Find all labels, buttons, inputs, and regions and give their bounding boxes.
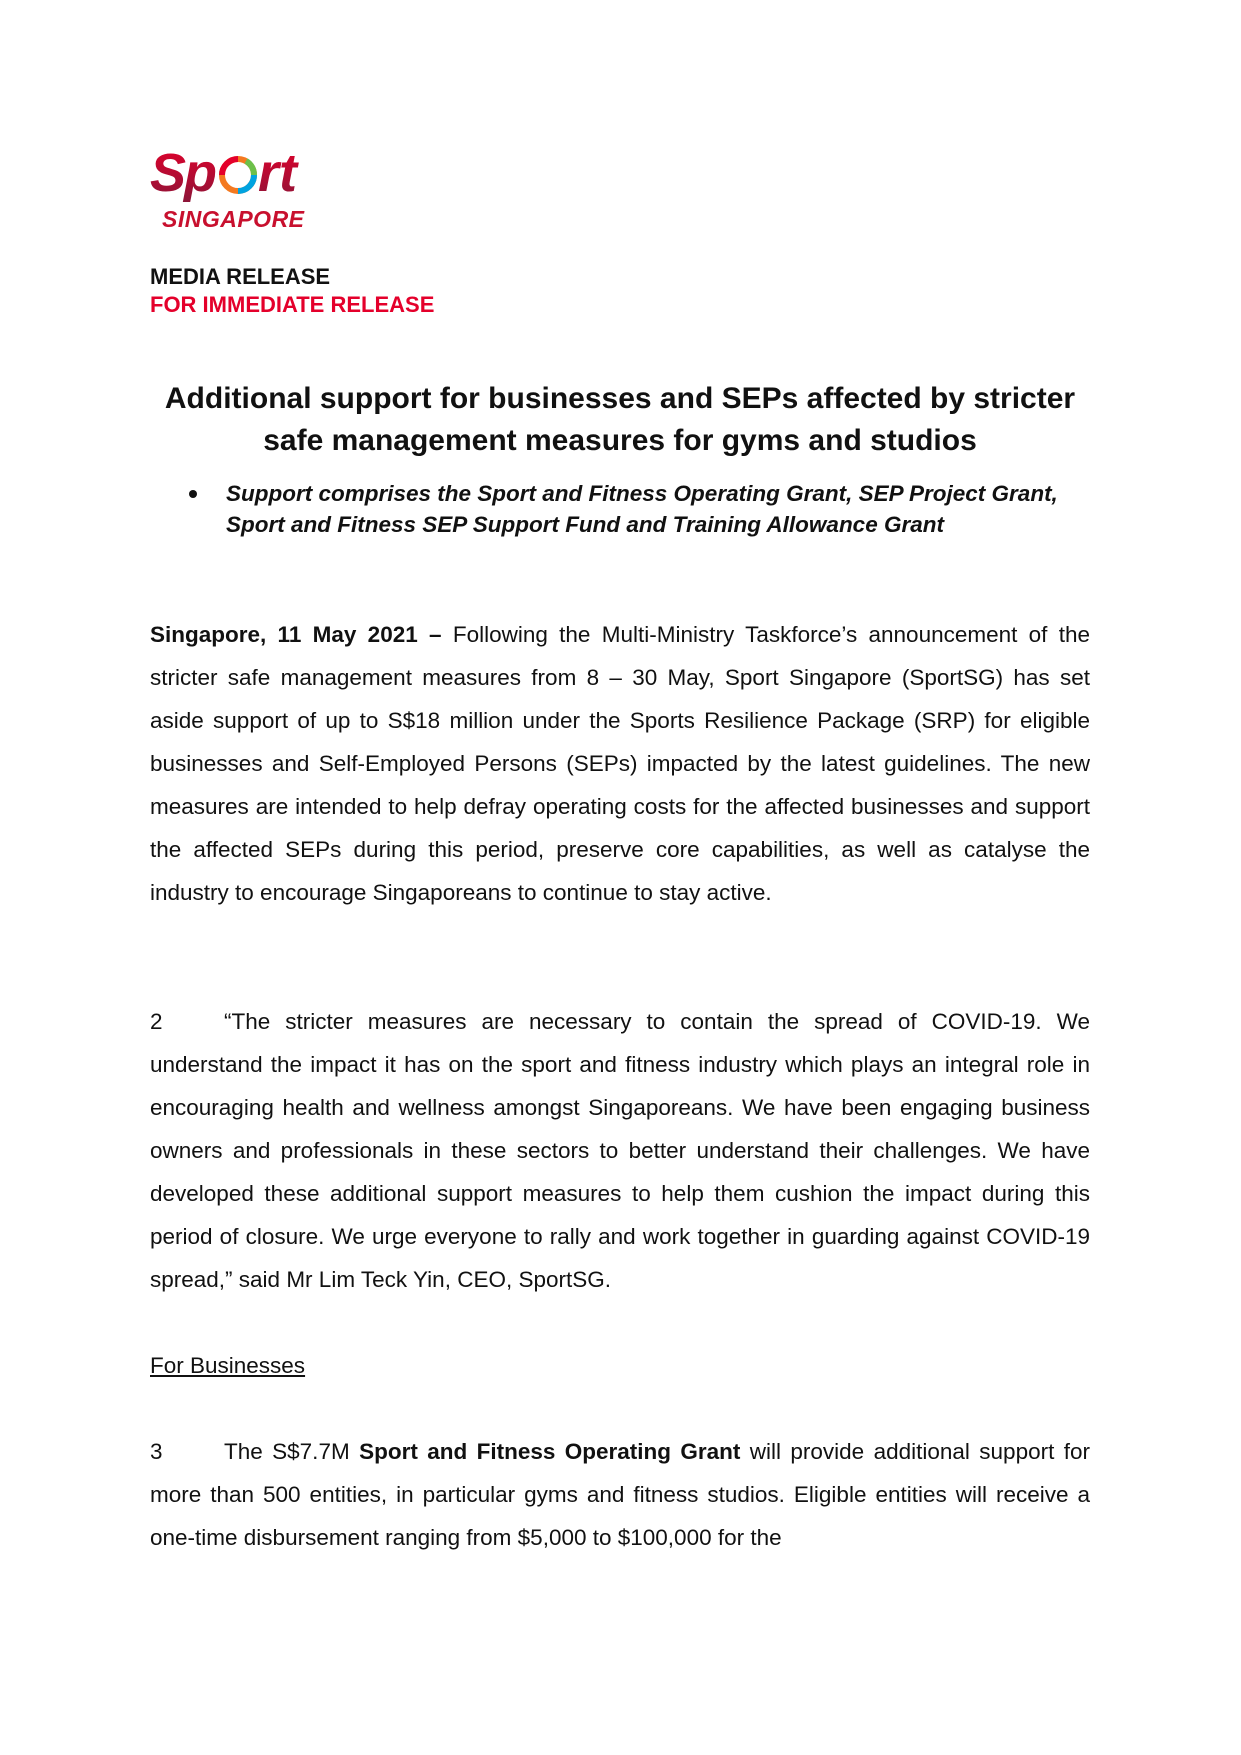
swirl-icon [222,159,254,191]
paragraph-number: 2 [150,1009,163,1034]
media-release-label: MEDIA RELEASE [150,264,331,289]
grant-name: Sport and Fitness Operating Grant [359,1439,741,1464]
paragraph-3-lead: The S$7.7M [224,1439,360,1464]
sport-singapore-logo [150,145,350,240]
paragraph-number: 3 [150,1439,163,1464]
paragraph-3-text: will provide additional support for more than 500 entities, in particular gyms and fitness studios. Eligible entities will receive a one-time disbursement ranging from $5,000 to $100,000 for the [150,1439,1090,1550]
release-type [150,263,434,319]
logo-subtitle: SINGAPORE [162,206,305,232]
logo-graphic [150,145,350,240]
section-heading-businesses: For Businesses [150,1353,306,1378]
paragraph-1 [150,613,1090,914]
svg-text:S: S [150,145,187,203]
page-title: Additional support for businesses and SEPs affected by stricter safe management measures for gyms and studios [164,382,1076,457]
highlight-item [186,478,1076,540]
paragraph-3 [150,1430,1090,1559]
svg-text:rt: rt [258,145,297,203]
paragraph-2 [150,1000,1090,1301]
paragraph-1-text: Following the Multi-Ministry Taskforce’s announcement of the stricter safe management measures from 8 – 30 May, Sport Singapore (SportSG) has set aside support of up to S$18 million under the Sports Resilience Package (SRP) for eligible businesses and Self-Employed Persons (SEPs) impacted by the latest guidelines. The new measures are intended to help defray operating costs for the affected businesses and support the affected SEPs during this period, preserve core capabilities, as well as catalyse the industry to encourage Singaporeans to continue to stay active. [150,622,1090,905]
highlight-text: Support comprises the Sport and Fitness Operating Grant, SEP Project Grant, Sport and Fitness SEP Support Fund and Training Allowance Grant [226,481,1058,537]
highlights-list [186,478,1076,540]
paragraph-2-text: “The stricter measures are necessary to contain the spread of COVID-19. We understand the impact it has on the sport and fitness industry which plays an integral role in encouraging health and wellness amongst Singaporeans. We have been engaging business owners and professionals in these sectors to better understand their challenges. We have developed these additional support measures to help them cushion the impact during this period of closure. We urge everyone to rally and work together in guarding against COVID-19 spread,” said Mr Lim Teck Yin, CEO, SportSG. [150,1009,1090,1292]
dateline: Singapore, 11 May 2021 – [150,622,442,647]
bullet-icon [189,490,197,498]
svg-text:p: p [184,145,217,203]
immediate-release-label: FOR IMMEDIATE RELEASE [150,292,435,317]
